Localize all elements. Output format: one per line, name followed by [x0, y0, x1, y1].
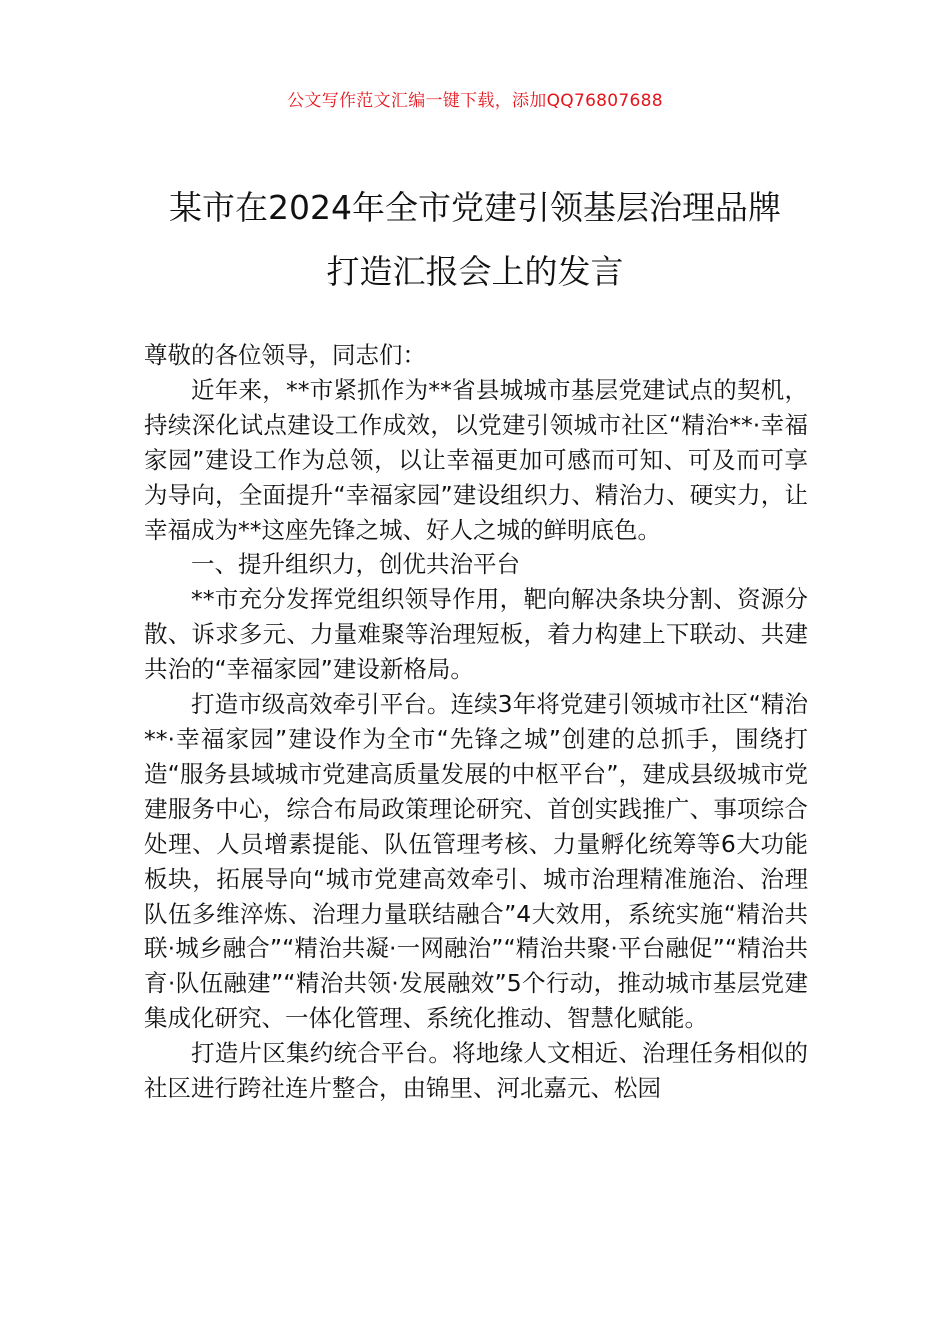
salutation: 尊敬的各位领导，同志们： — [144, 341, 426, 369]
download-banner: 公文写作范文汇编一键下载，添加QQ76807688 — [287, 91, 663, 111]
section-heading-1: 一、提升组织力，创优共治平台 — [191, 550, 520, 579]
paragraph-section-1-intro: **市充分发挥党组织领导作用，靶向解决条块分割、资源分散、诉求多元、力量难聚等治理短板，着力构建上下联动、共建共治的“幸福家园”建设新格局。 — [144, 585, 808, 684]
document-body — [144, 338, 808, 1106]
paragraph-district-platform: 打造片区集约统合平台。将地缘人文相近、治理任务相似的社区进行跨社连片整合，由锦里、河北嘉元、松园 — [144, 1039, 808, 1103]
title-line-1: 某市在2024年全市党建引领基层治理品牌 — [169, 188, 781, 227]
title-line-2: 打造汇报会上的发言 — [326, 252, 624, 291]
paragraph-intro: 近年来，**市紧抓作为**省县城城市基层党建试点的契机，持续深化试点建设工作成效，以党建引领城市社区“精治**·幸福家园”建设工作为总领，以让幸福更加可感而可知、可及而可享为导向，全面提升“幸福家园”建设组织力、精治力、硬实力，让幸福成为**这座先锋之城、好人之城的鲜明底色。 — [144, 375, 808, 544]
document-title — [60, 176, 890, 304]
paragraph-city-platform: 打造市级高效牵引平台。连续3年将党建引领城市社区“精治**·幸福家园”建设作为全市“先锋之城”创建的总抓手，围绕打造“服务县域城市党建高质量发展的中枢平台”，建成县级城市党建服务中心，综合布局政策理论研究、首创实践推广、事项综合处理、人员增素提能、队伍管理考核、力量孵化统筹等6大功能板块，拓展导向“城市党建高效牵引、城市治理精准施治、治理队伍多维淬炼、治理力量联结融合”4大效用，系统实施“精治共联·城乡融合”“精治共凝·一网融治”“精治共聚·平台融促”“精治共育·队伍融建”“精治共领·发展融效”5个行动，推动城市基层党建集成化研究、一体化管理、系统化推动、智慧化赋能。 — [144, 690, 808, 1033]
